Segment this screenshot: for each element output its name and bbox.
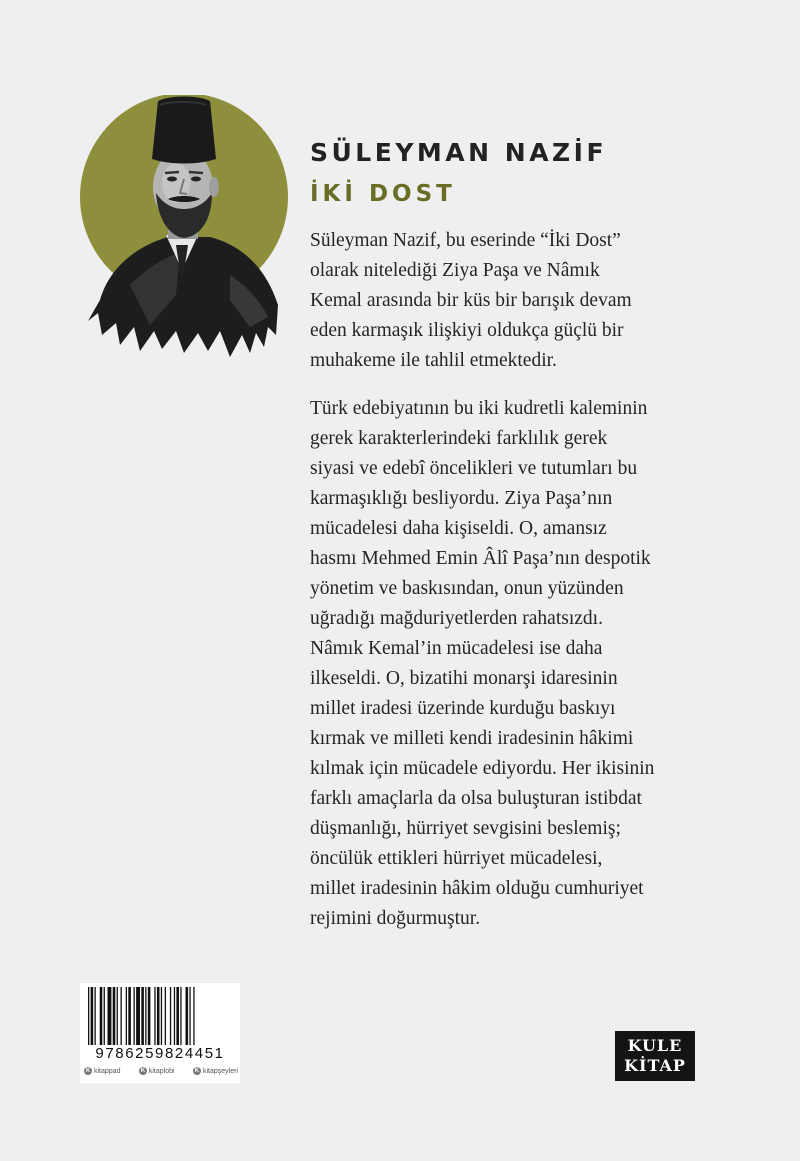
blurb-line: eden karmaşık ilişkiyi oldukça güçlü bir [310, 320, 624, 341]
blurb-line: öncülük ettikleri hürriyet mücadelesi, [310, 848, 603, 869]
store-logos [84, 1067, 238, 1075]
store-name: kitaplobi [148, 1067, 175, 1075]
barcode-bar [165, 987, 166, 1045]
barcode-bar [161, 987, 162, 1045]
store-k-icon: K [140, 1068, 146, 1074]
barcode-bar [128, 987, 131, 1045]
barcode-bar [170, 987, 171, 1045]
blurb-line: muhakeme ile tahlil etmektedir. [310, 350, 557, 371]
barcode-bar [88, 987, 89, 1045]
barcode-bar [136, 987, 140, 1045]
barcode-bar [100, 987, 103, 1045]
barcode-bar [91, 987, 94, 1045]
blurb-paragraph [310, 226, 710, 376]
barcode-bar [148, 987, 151, 1045]
blurb-line: Kemal arasında bir küs bir barışık devam [310, 290, 632, 311]
store-logo [139, 1067, 175, 1075]
store-k-icon: K [85, 1068, 91, 1074]
blurb-line: karmaşıklığı besliyordu. Ziya Paşa’nın [310, 488, 613, 509]
blurb-line: kırmak ve milleti kendi iradesinin hâkimi [310, 728, 634, 749]
store-k-icon: K [194, 1068, 200, 1074]
publisher-logo [615, 1031, 695, 1081]
barcode-bars [86, 987, 234, 1049]
barcode-bar [186, 987, 189, 1045]
author-name: SÜLEYMAN NAZİF [310, 138, 608, 167]
publisher-line: KİTAP [624, 1056, 686, 1075]
portrait-illustration [80, 95, 290, 360]
isbn-number: 9786259824451 [95, 1045, 225, 1062]
blurb-line: ilkeseldi. O, bizatihi monarşi idaresinin [310, 668, 618, 689]
blurb-line: uğradığı mağduriyetlerden rahatsızdı. [310, 608, 603, 629]
author-portrait [80, 95, 290, 360]
barcode-bar [121, 987, 122, 1045]
barcode-bar [154, 987, 155, 1045]
blurb-line: kılmak için mücadele ediyordu. Her ikisinin [310, 758, 655, 779]
blurb-line: Süleyman Nazif, bu eserinde “İki Dost” [310, 230, 621, 251]
blurb-line: yönetim ve baskısından, onun yüzünden [310, 578, 624, 599]
blurb-line: Türk edebiyatının bu iki kudretli kaleminin [310, 398, 648, 419]
blurb-line: olarak nitelediği Ziya Paşa ve Nâmık [310, 260, 600, 281]
barcode-bar [189, 987, 190, 1045]
book-title: İKİ DOST [310, 181, 456, 207]
barcode-bar [95, 987, 96, 1045]
barcode-bar [174, 987, 175, 1045]
barcode-bar [104, 987, 105, 1045]
barcode-bar [134, 987, 135, 1045]
blurb-paragraph [310, 394, 710, 934]
publisher-line: KULE [627, 1036, 683, 1055]
store-logo [193, 1067, 238, 1075]
barcode-bar [108, 987, 112, 1045]
barcode-bar [157, 987, 160, 1045]
isbn-barcode [80, 983, 240, 1083]
barcode-bar [126, 987, 127, 1045]
back-cover-blurb [310, 226, 710, 934]
barcode-bar [180, 987, 181, 1045]
blurb-line: hasmı Mehmed Emin Âlî Paşa’nın despotik [310, 548, 651, 569]
barcode-bar [141, 987, 144, 1045]
blurb-line: rejimini doğurmuştur. [310, 908, 481, 929]
blurb-line: düşmanlığı, hürriyet sevgisini beslemiş; [310, 818, 621, 839]
blurb-line: Nâmık Kemal’in mücadelesi ise daha [310, 638, 603, 659]
blurb-line: millet iradesi üzerinde kurduğu baskıyı [310, 698, 616, 719]
store-name: kitapşeyleri [202, 1067, 238, 1075]
blurb-line: farklı amaçlarla da olsa buluşturan istibdat [310, 788, 642, 809]
store-logo [84, 1067, 120, 1075]
blurb-line: millet iradesinin hâkim olduğu cumhuriyet [310, 878, 644, 899]
barcode-bar [176, 987, 179, 1045]
barcode-bar [117, 987, 118, 1045]
barcode-bar [193, 987, 194, 1045]
blurb-line: siyasi ve edebî öncelikleri ve tutumları bu [310, 458, 638, 479]
barcode-bar [113, 987, 116, 1045]
barcode-bar [145, 987, 146, 1045]
blurb-line: gerek karakterlerindeki farklılık gerek [310, 428, 608, 449]
store-name: kitappad [94, 1067, 121, 1075]
blurb-line: mücadelesi daha kişiseldi. O, amansız [310, 518, 607, 539]
